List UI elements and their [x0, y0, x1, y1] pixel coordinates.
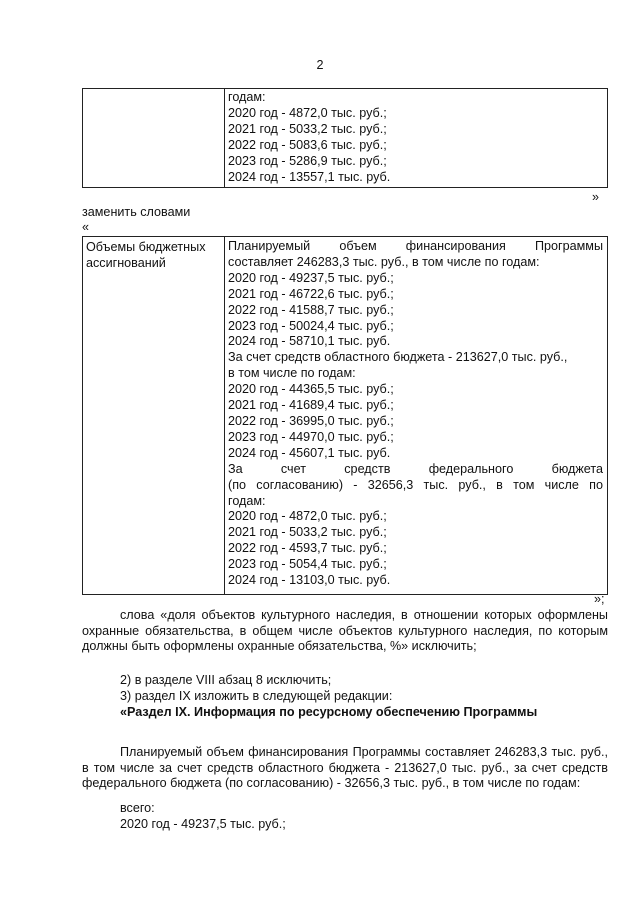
page-number: 2 [316, 58, 324, 72]
table-continuation [82, 88, 608, 188]
table-line: составляет 246283,3 тыс. руб., в том числе по годам: [228, 254, 540, 269]
table-line: За счет средств областного бюджета - 213627,0 тыс. руб., [228, 350, 568, 365]
table-line: Объемы бюджетных [86, 240, 206, 254]
opening-quote: « [82, 220, 90, 234]
section-heading: «Раздел IX. Информация по ресурсному обеспечению Программы [120, 705, 538, 719]
paragraph-financing: Планируемый объем финансирования Программы составляет 246283,3 тыс. руб., в том числе за счет средств областного бюджета - 213627,0 тыс. руб., за счет средств федерального бюджета (по согласованию) - 32656,3 тыс. руб., в том числе по годам: [82, 745, 608, 791]
table-line: 2022 год - 41588,7 тыс. руб.; [228, 302, 394, 317]
closing-quote: »; [594, 592, 605, 606]
closing-quote: » [592, 190, 600, 204]
paragraph-section-8: 2) в разделе VIII абзац 8 исключить; [120, 673, 332, 687]
table-line: (по согласованию) - 32656,3 тыс. руб., в том числе по [228, 477, 603, 492]
table-line: годам: [228, 493, 266, 508]
table-line: За счет средств федерального бюджета [228, 461, 603, 476]
table-line: Планируемый объем финансирования Программы [228, 239, 603, 253]
table-line: 2023 год - 50024,4 тыс. руб.; [228, 318, 394, 333]
paragraph-total-label: всего: [120, 801, 155, 815]
table-cell-label [83, 89, 225, 187]
table-cell-value [225, 89, 607, 187]
table-line: 2024 год - 58710,1 тыс. руб. [228, 334, 391, 349]
table-line: 2022 год - 5083,6 тыс. руб.; [228, 137, 387, 152]
table-line: 2021 год - 41689,4 тыс. руб.; [228, 398, 394, 413]
table-line: 2024 год - 13557,1 тыс. руб. [228, 169, 391, 184]
paragraph-year-2020: 2020 год - 49237,5 тыс. руб.; [120, 817, 286, 831]
table-line: 2021 год - 46722,6 тыс. руб.; [228, 286, 394, 301]
table-line: 2022 год - 4593,7 тыс. руб.; [228, 541, 387, 556]
table-line: в том числе по годам: [228, 366, 356, 381]
budget-table [82, 236, 608, 595]
table-line: 2022 год - 36995,0 тыс. руб.; [228, 413, 394, 428]
table-line: 2020 год - 4872,0 тыс. руб.; [228, 105, 387, 120]
table-line: 2023 год - 5286,9 тыс. руб.; [228, 153, 387, 168]
table-cell-label [83, 237, 225, 594]
table-cell-value [225, 237, 607, 594]
table-line: 2024 год - 13103,0 тыс. руб. [228, 573, 391, 588]
paragraph-words-excluded: слова «доля объектов культурного наследия, в отношении которых оформлены охранные обязательства, в общем числе объектов культурного наследия, по которым должны быть оформлены охранные обязательства, %» исключить; [82, 608, 608, 654]
table-line: 2020 год - 4872,0 тыс. руб.; [228, 509, 387, 524]
table-line: 2020 год - 44365,5 тыс. руб.; [228, 382, 394, 397]
replace-words-label: заменить словами [82, 205, 191, 219]
table-line: годам: [228, 90, 266, 104]
table-line: 2024 год - 45607,1 тыс. руб. [228, 445, 391, 460]
table-line: 2020 год - 49237,5 тыс. руб.; [228, 270, 394, 285]
table-line: 2023 год - 44970,0 тыс. руб.; [228, 429, 394, 444]
table-line: 2021 год - 5033,2 тыс. руб.; [228, 121, 387, 136]
table-line: ассигнований [86, 256, 166, 271]
table-line: 2021 год - 5033,2 тыс. руб.; [228, 525, 387, 540]
paragraph-section-9: 3) раздел IX изложить в следующей редакции: [120, 689, 393, 703]
table-line: 2023 год - 5054,4 тыс. руб.; [228, 557, 387, 572]
